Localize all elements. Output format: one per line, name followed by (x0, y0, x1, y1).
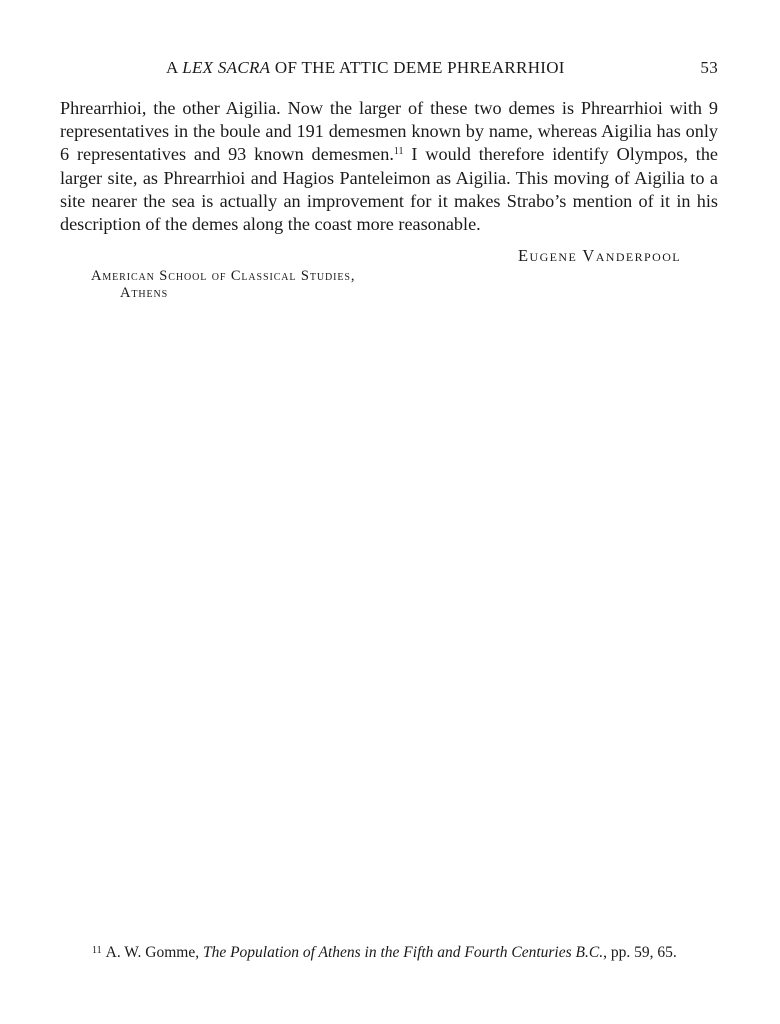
running-title: A LEX SACRA OF THE ATTIC DEME PHREARRHIOI (166, 58, 565, 77)
author-signature: Eugene Vanderpool (518, 246, 681, 265)
affiliation-institution: American School of Classical Studies, (91, 268, 356, 284)
author-affiliation (91, 268, 355, 302)
footnote-number: 11 (92, 945, 102, 956)
body-text-part-2: I would therefore identify Olympos, the larger site, as Phrearrhioi and Hagios Panteleimon as Aigilia. This moving of Aigilia to a site nearer the sea is actually an improvement for it makes Strabo’s mention of it in his description of the demes along the coast more reasonable. (60, 144, 718, 235)
footnote (92, 944, 677, 962)
page-number: 53 (700, 58, 718, 77)
footnote-reference[interactable]: 11 (393, 146, 404, 158)
affiliation-city: Athens (120, 285, 169, 301)
footnote-pages: , pp. 59, 65. (603, 944, 677, 961)
body-paragraph (60, 97, 718, 236)
footnote-author: A. W. Gomme, (105, 944, 200, 961)
body-text-part-1: Phrearrhioi, the other Aigilia. Now the larger of these two demes is Phrearrhioi with 9 representatives in the boule and 191 demesmen known by name, whereas Aigilia has only 6 representatives and 93 known demesmen. (60, 98, 718, 165)
footnote-title: The Population of Athens in the Fifth and Fourth Centuries B.C. (202, 944, 604, 961)
running-title-italic: LEX SACRA (182, 58, 271, 77)
